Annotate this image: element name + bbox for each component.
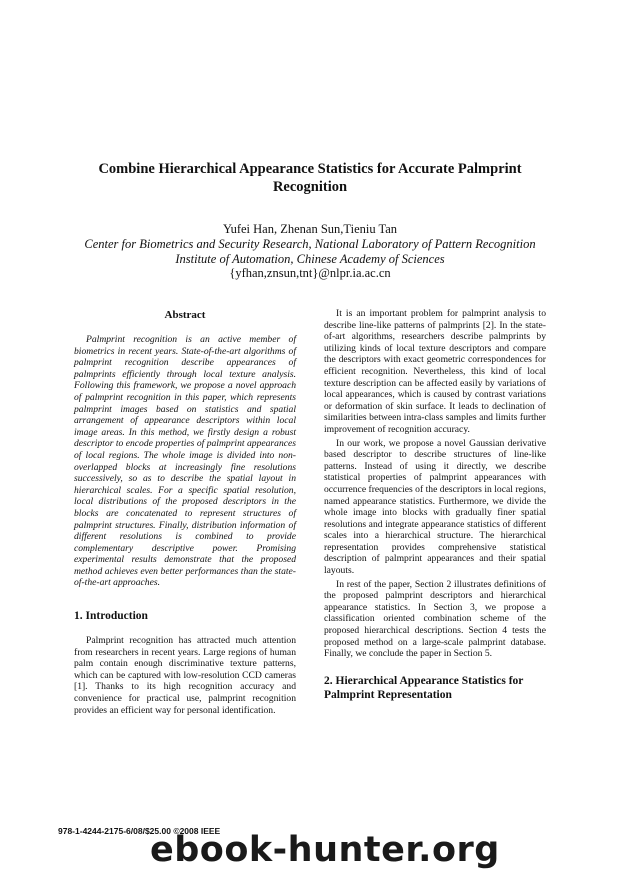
affiliation-line-2: Institute of Automation, Chinese Academy of Sciences: [175, 252, 445, 266]
intro-paragraph-4: In rest of the paper, Section 2 illustrates definitions of the proposed palmprint descriptors and hierarchical appearance statistics. In Section 3, we propose a classification oriented combination scheme of the proposed hierarchical descriptions. Section 4 tests the proposed method on a large-scale palmprint database. Finally, we conclude the paper in Section 5.: [324, 578, 546, 660]
paper-affiliation: [40, 237, 580, 267]
section-2-heading: 2. Hierarchical Appearance Statistics for Palmprint Representation: [324, 674, 524, 701]
paper-authors: Yufei Han, Zhenan Sun,Tieniu Tan: [222, 222, 398, 236]
paper-title: Combine Hierarchical Appearance Statistics for Accurate Palmprint Recognition: [98, 161, 522, 195]
intro-paragraph-3: In our work, we propose a novel Gaussian derivative based descriptor to describe structures of line-like patterns. Instead of using it directly, we describe statistical properties of palmprint appearances with occurrence frequencies of the descriptors in local regions, named appearance statistics. Furthermore, we divide the whole image into blocks with gradually finer spatial resolutions and integrate appearance statistics of different scales into a hierarchical structure. The hierarchical representation provides comprehensive statistical description of palmprint appearances and their spatial layouts.: [324, 437, 546, 577]
intro-paragraph-1: Palmprint recognition has attracted much attention from researchers in recent years. Large regions of human palm contain enough discriminative texture patterns, which can be captured with low-resolution CCD cameras [1]. Thanks to its high recognition accuracy and convenience for practical use, palmprint recognition provides an efficient way for personal identification.: [74, 635, 296, 716]
watermark: ebook-hunter.org: [150, 830, 500, 870]
copyright-notice: 978-1-4244-2175-6/08/$25.00 ©2008 IEEE: [58, 826, 221, 836]
affiliation-line-1: Center for Biometrics and Security Research, National Laboratory of Pattern Recognition: [84, 237, 536, 251]
abstract-heading: Abstract: [164, 309, 206, 321]
introduction-heading: 1. Introduction: [74, 610, 148, 623]
right-column: [324, 308, 546, 702]
intro-paragraph-2: It is an important problem for palmprint analysis to describe line-like patterns of palmprints [2]. In the state-of-art algorithms, researchers describe palmprints by utilizing kinds of local texture descriptors and compare the descriptors with exact geometric correspondences for efficient recognition. Nevertheless, this kind of local texture description can be affected easily by variations of local appearances, which is caused by contrast variations or deformation of skin surface. It leads to declination of similarities between intra-class samples and limits further improvement of recognition accuracy.: [324, 308, 546, 435]
abstract-text: Palmprint recognition is an active member of biometrics in recent years. State-of-the-art algorithms of palmprint recognition describe appearances of palmprints efficiently through local texture analysis. Following this framework, we propose a novel approach of palmprint recognition in this paper, which represents palmprint images based on statistics and spatial arrangement of appearance descriptors within local image areas. In this method, we firstly design a robust descriptor to encode properties of palmprint appearances of local regions. The whole image is divided into non-overlapped blocks at increasingly fine resolutions successively, so as to describe the spatial layout in hierarchical scales. For a specific spatial resolution, local distributions of the proposed descriptors in the blocks are concatenated to represent structures of palmprint structures. Finally, distribution information of different resolutions is combined to provide complementary descriptive power. Promising experimental results demonstrate that the proposed method achieves even better performances than the state-of-the-art approaches.: [74, 334, 296, 589]
author-email: {yfhan,znsun,tnt}@nlpr.ia.ac.cn: [229, 266, 391, 280]
left-column: [74, 308, 296, 716]
